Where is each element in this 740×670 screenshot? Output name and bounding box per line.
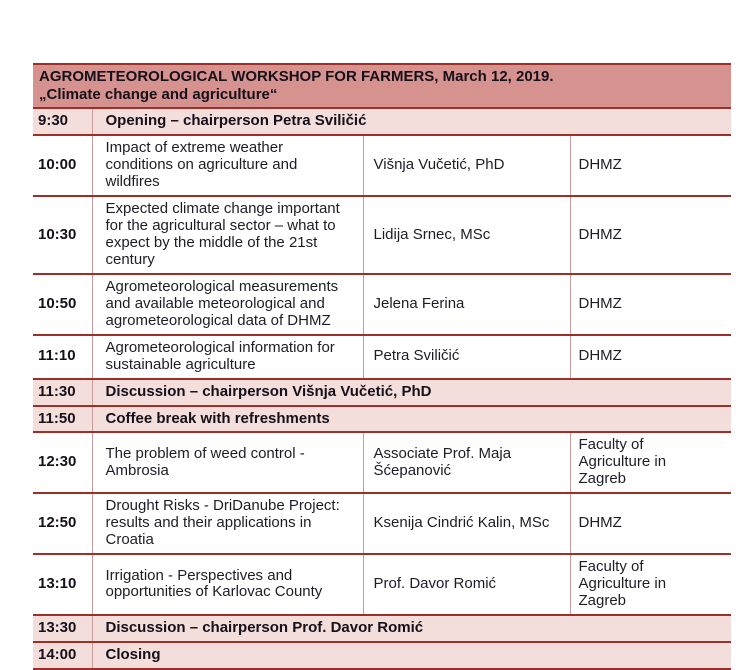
time-cell: 11:50 <box>33 406 92 433</box>
affiliation-cell: DHMZ <box>570 335 731 379</box>
schedule-row-talk <box>33 432 731 493</box>
speaker-cell: Ksenija Cindrić Kalin, MSc <box>363 493 570 554</box>
talk-title-cell: Irrigation - Perspectives and opportunities of Karlovac County <box>92 554 363 615</box>
schedule-row-session <box>33 379 731 406</box>
time-cell: 10:50 <box>33 274 92 335</box>
affiliation-cell: DHMZ <box>570 274 731 335</box>
time-cell: 14:00 <box>33 642 92 669</box>
table-header-cell <box>33 64 731 108</box>
workshop-title: AGROMETEOROLOGICAL WORKSHOP FOR FARMERS, March 12, 2019. <box>39 68 554 85</box>
schedule-row-talk <box>33 493 731 554</box>
talk-title-cell: The problem of weed control - Ambrosia <box>92 432 363 493</box>
speaker-cell: Lidija Srnec, MSc <box>363 196 570 274</box>
time-cell: 9:30 <box>33 108 92 135</box>
time-cell: 11:10 <box>33 335 92 379</box>
time-cell: 12:30 <box>33 432 92 493</box>
schedule-row-session <box>33 615 731 642</box>
session-title-cell: Opening – chairperson Petra Sviličić <box>92 108 731 135</box>
time-cell: 10:30 <box>33 196 92 274</box>
time-cell: 10:00 <box>33 135 92 196</box>
time-cell: 13:10 <box>33 554 92 615</box>
speaker-cell: Višnja Vučetić, PhD <box>363 135 570 196</box>
talk-title-cell: Drought Risks - DriDanube Project: results and their applications in Croatia <box>92 493 363 554</box>
schedule-row-talk <box>33 274 731 335</box>
workshop-subtitle: „Climate change and agriculture“ <box>39 85 278 103</box>
schedule-row-session <box>33 108 731 135</box>
time-cell: 13:30 <box>33 615 92 642</box>
schedule-row-talk <box>33 335 731 379</box>
talk-title-cell: Agrometeorological measurements and available meteorological and agrometeorological data of DHMZ <box>92 274 363 335</box>
table-header-row <box>33 64 731 108</box>
time-cell: 12:50 <box>33 493 92 554</box>
talk-title-cell: Impact of extreme weather conditions on agriculture and wildfires <box>92 135 363 196</box>
speaker-cell: Petra Sviličić <box>363 335 570 379</box>
affiliation-cell: Faculty of Agriculture in Zagreb <box>570 554 731 615</box>
session-title-cell: Closing <box>92 642 731 669</box>
schedule-row-talk <box>33 135 731 196</box>
schedule-row-talk <box>33 196 731 274</box>
session-title-cell: Discussion – chairperson Prof. Davor Romić <box>92 615 731 642</box>
time-cell: 11:30 <box>33 379 92 406</box>
schedule-row-session <box>33 642 731 669</box>
affiliation-cell: Faculty of Agriculture in Zagreb <box>570 432 731 493</box>
talk-title-cell: Agrometeorological information for sustainable agriculture <box>92 335 363 379</box>
speaker-cell: Prof. Davor Romić <box>363 554 570 615</box>
schedule-table <box>33 63 731 670</box>
session-title-cell: Coffee break with refreshments <box>92 406 731 433</box>
schedule-body <box>33 108 731 668</box>
speaker-cell: Associate Prof. Maja Šćepanović <box>363 432 570 493</box>
speaker-cell: Jelena Ferina <box>363 274 570 335</box>
affiliation-cell: DHMZ <box>570 135 731 196</box>
schedule-row-talk <box>33 554 731 615</box>
affiliation-cell: DHMZ <box>570 196 731 274</box>
talk-title-cell: Expected climate change important for the agricultural sector – what to expect by the middle of the 21st century <box>92 196 363 274</box>
schedule-row-session <box>33 406 731 433</box>
affiliation-cell: DHMZ <box>570 493 731 554</box>
session-title-cell: Discussion – chairperson Višnja Vučetić, PhD <box>92 379 731 406</box>
